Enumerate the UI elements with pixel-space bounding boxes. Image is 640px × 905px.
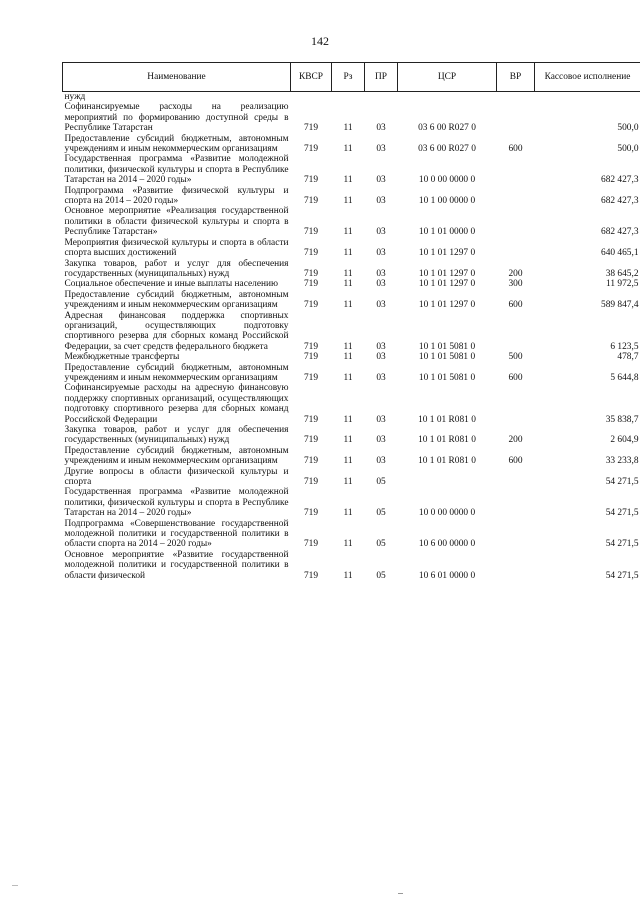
cell-pr: 03 <box>376 352 386 363</box>
table-row <box>63 134 640 155</box>
table-row <box>63 186 640 207</box>
cell-vr: 300 <box>508 279 523 290</box>
cell-name: Мероприятия физической культуры и спорта в области спорта высших достижений <box>64 237 289 259</box>
table-row <box>63 383 640 425</box>
cell-kvsr: 719 <box>303 268 319 279</box>
cell-amount: 5 644,8 <box>610 372 639 383</box>
cell-csr: 10 1 01 R081 0 <box>418 456 476 467</box>
cell-csr: 03 6 00 R027 0 <box>418 144 476 155</box>
cell-vr <box>497 487 535 518</box>
cell-rz: 11 <box>343 539 353 550</box>
cell-rz: 11 <box>343 456 353 467</box>
cell-kvsr: 719 <box>303 477 319 488</box>
cell-csr: 10 1 01 1297 0 <box>418 268 476 279</box>
cell-rz: 11 <box>343 414 353 425</box>
cell-amount: 35 838,7 <box>605 414 639 425</box>
table-row <box>63 259 640 280</box>
cell-vr: 200 <box>508 268 523 279</box>
table-row <box>63 311 640 353</box>
header-amount: Кассовое исполнение <box>535 63 640 92</box>
cell-csr <box>398 92 497 103</box>
cell-vr <box>497 186 535 207</box>
cell-csr <box>398 467 497 488</box>
cell-csr: 10 1 01 0000 0 <box>418 227 476 238</box>
cell-kvsr: 719 <box>303 196 319 207</box>
cell-csr: 03 6 00 R027 0 <box>418 123 476 134</box>
table-row <box>63 487 640 518</box>
cell-kvsr: 719 <box>303 144 319 155</box>
cell-name: Софинансируемые расходы на адресную финансовую поддержку спортивных организаций, осуществляющих подготовку спортивного резерва для сборных команд Российской Федерации <box>64 383 289 425</box>
margin-mark <box>12 885 18 886</box>
cell-rz: 11 <box>343 196 353 207</box>
table-body <box>63 92 640 582</box>
table-row <box>63 550 640 581</box>
cell-rz: 11 <box>343 248 353 259</box>
cell-rz: 11 <box>343 352 353 363</box>
cell-name: Предоставление субсидий бюджетным, автономным учреждениям и иным некоммерческим организациям <box>64 289 289 311</box>
cell-amount: 11 972,5 <box>606 279 639 290</box>
cell-csr: 10 0 00 0000 0 <box>418 508 476 519</box>
cell-name: Другие вопросы в области физической культуры и спорта <box>64 466 289 488</box>
cell-vr: 600 <box>508 372 523 383</box>
header-pr: ПР <box>365 63 398 92</box>
cell-kvsr: 719 <box>303 279 319 290</box>
cell-amount: 589 847,4 <box>601 300 639 311</box>
cell-amount: 54 271,5 <box>605 539 639 550</box>
table-row <box>63 467 640 488</box>
cell-pr: 03 <box>376 279 386 290</box>
cell-name: Подпрограмма «Совершенствование государственной молодежной политики и государственной политики в области спорта на 2014 – 2020 годы» <box>64 518 289 550</box>
cell-vr <box>497 519 535 550</box>
cell-csr: 10 6 00 0000 0 <box>418 539 476 550</box>
cell-kvsr: 719 <box>303 414 319 425</box>
cell-rz: 11 <box>343 477 353 488</box>
cell-vr <box>497 383 535 425</box>
cell-kvsr: 719 <box>303 227 319 238</box>
cell-amount: 33 233,8 <box>605 456 639 467</box>
cell-name: Закупка товаров, работ и услуг для обеспечения государственных (муниципальных) нужд <box>64 258 289 279</box>
cell-csr: 10 1 01 1297 0 <box>418 300 476 311</box>
cell-kvsr: 719 <box>303 435 319 446</box>
cell-amount <box>535 92 640 103</box>
cell-amount: 54 271,5 <box>605 477 639 488</box>
cell-csr: 10 1 01 1297 0 <box>418 279 476 290</box>
cell-vr <box>497 102 535 133</box>
cell-name: Государственная программа «Развитие молодежной политики, физической культуры и спорта в Республике Татарстан на 2014 – 2020 годы» <box>64 487 289 519</box>
table-row <box>63 206 640 237</box>
cell-kvsr: 719 <box>303 175 319 186</box>
cell-name: Предоставление субсидий бюджетным, автономным учреждениям и иным некоммерческим организациям <box>64 133 289 155</box>
cell-vr <box>497 311 535 353</box>
table-header-row <box>63 63 640 92</box>
cell-pr: 05 <box>376 508 386 519</box>
cell-pr: 05 <box>376 539 386 550</box>
table-row <box>63 238 640 259</box>
cell-kvsr: 719 <box>303 508 319 519</box>
cell-vr: 600 <box>508 144 523 155</box>
cell-pr: 03 <box>376 341 386 352</box>
cell-vr: 600 <box>508 300 523 311</box>
cell-pr: 03 <box>376 435 386 446</box>
cell-amount: 478,7 <box>617 352 639 363</box>
table-row <box>63 363 640 384</box>
cell-amount: 500,0 <box>617 123 639 134</box>
cell-vr <box>497 92 535 103</box>
cell-name: Подпрограмма «Развитие физической культуры и спорта на 2014 – 2020 годы» <box>64 185 289 207</box>
cell-rz: 11 <box>343 372 353 383</box>
cell-kvsr: 719 <box>303 248 319 259</box>
table-row <box>63 519 640 550</box>
table-row <box>63 425 640 446</box>
page-number: 142 <box>311 34 329 48</box>
cell-amount: 500,0 <box>617 144 639 155</box>
table-row <box>63 279 640 289</box>
cell-amount: 682 427,3 <box>601 175 639 186</box>
cell-name: Основное мероприятие «Реализация государственной политики в области физической культуры и спорта в Республике Татарстан» <box>64 206 289 238</box>
cell-kvsr: 719 <box>303 352 319 363</box>
cell-amount: 640 465,1 <box>601 248 639 259</box>
header-rz: Рз <box>332 63 365 92</box>
footer-mark <box>398 893 403 894</box>
cell-vr <box>497 238 535 259</box>
cell-name: Предоставление субсидий бюджетным, автономным учреждениям и иным некоммерческим организациям <box>64 445 289 467</box>
cell-amount: 54 271,5 <box>605 508 639 519</box>
cell-amount: 682 427,3 <box>601 227 639 238</box>
cell-pr: 05 <box>376 570 386 581</box>
cell-name: Межбюджетные трансферты <box>64 352 180 363</box>
cell-name: Закупка товаров, работ и услуг для обеспечения государственных (муниципальных) нужд <box>64 425 289 446</box>
cell-amount: 6 123,5 <box>610 341 639 352</box>
cell-pr: 03 <box>376 268 386 279</box>
table-row <box>63 154 640 185</box>
cell-rz: 11 <box>343 279 353 290</box>
cell-amount: 54 271,5 <box>605 570 639 581</box>
table-row <box>63 92 640 103</box>
cell-name: Адресная финансовая поддержка спортивных организаций, осуществляющих подготовку спортивного резерва для сборных команд Российской Федерации, за счет средств федерального бюджета <box>64 310 289 352</box>
cell-rz: 11 <box>343 268 353 279</box>
cell-pr: 05 <box>376 477 386 488</box>
cell-pr: 03 <box>376 123 386 134</box>
cell-vr: 500 <box>508 352 523 363</box>
cell-amount: 682 427,3 <box>601 196 639 207</box>
cell-csr: 10 1 01 5081 0 <box>418 352 476 363</box>
table-row <box>63 446 640 467</box>
cell-kvsr: 719 <box>303 300 319 311</box>
cell-pr: 03 <box>376 248 386 259</box>
cell-rz: 11 <box>343 175 353 186</box>
header-name: Наименование <box>63 63 291 92</box>
budget-table <box>62 62 640 581</box>
cell-csr: 10 0 00 0000 0 <box>418 175 476 186</box>
cell-pr: 03 <box>376 300 386 311</box>
cell-name: Предоставление субсидий бюджетным, автономным учреждениям и иным некоммерческим организациям <box>64 362 289 383</box>
cell-pr: 03 <box>376 372 386 383</box>
cell-pr <box>365 92 398 103</box>
cell-pr: 03 <box>376 196 386 207</box>
cell-pr: 03 <box>376 456 386 467</box>
cell-vr <box>497 206 535 237</box>
cell-csr: 10 1 01 5081 0 <box>418 341 476 352</box>
cell-pr: 03 <box>376 175 386 186</box>
cell-name: нужд <box>64 92 86 102</box>
cell-csr: 10 1 01 R081 0 <box>418 435 476 446</box>
header-vr: ВР <box>497 63 535 92</box>
cell-rz: 11 <box>343 508 353 519</box>
cell-rz: 11 <box>343 341 353 352</box>
cell-csr: 10 6 01 0000 0 <box>418 570 476 581</box>
cell-vr <box>497 550 535 581</box>
cell-csr: 10 1 01 1297 0 <box>418 248 476 259</box>
cell-rz: 11 <box>343 435 353 446</box>
cell-kvsr <box>291 92 332 103</box>
cell-rz: 11 <box>343 227 353 238</box>
cell-csr: 10 1 00 0000 0 <box>418 196 476 207</box>
cell-name: Софинансируемые расходы на реализацию мероприятий по формированию доступной среды в Республике Татарстан <box>64 102 289 134</box>
cell-kvsr: 719 <box>303 570 319 581</box>
header-kvsr: КВСР <box>291 63 332 92</box>
cell-rz: 11 <box>343 144 353 155</box>
cell-csr: 10 1 01 5081 0 <box>418 372 476 383</box>
cell-rz <box>332 92 365 103</box>
cell-vr <box>497 467 535 488</box>
cell-vr <box>497 154 535 185</box>
cell-kvsr: 719 <box>303 123 319 134</box>
cell-name: Социальное обеспечение и иные выплаты населению <box>64 279 279 290</box>
cell-name: Основное мероприятие «Развитие государственной молодежной политики и государственной политики в области физической <box>64 549 289 581</box>
cell-name: Государственная программа «Развитие молодежной политики, физической культуры и спорта в Республике Татарстан на 2014 – 2020 годы» <box>64 154 289 186</box>
cell-vr: 200 <box>508 435 523 446</box>
table-row <box>63 352 640 362</box>
table-row <box>63 102 640 133</box>
cell-csr: 10 1 01 R081 0 <box>418 414 476 425</box>
cell-kvsr: 719 <box>303 456 319 467</box>
cell-pr: 03 <box>376 227 386 238</box>
cell-amount: 38 645,2 <box>605 268 639 279</box>
cell-pr: 03 <box>376 144 386 155</box>
cell-rz: 11 <box>343 300 353 311</box>
cell-rz: 11 <box>343 570 353 581</box>
header-csr: ЦСР <box>398 63 497 92</box>
table-row <box>63 290 640 311</box>
cell-vr: 600 <box>508 456 523 467</box>
cell-amount: 2 604,9 <box>610 435 639 446</box>
cell-kvsr: 719 <box>303 372 319 383</box>
cell-rz: 11 <box>343 123 353 134</box>
cell-pr: 03 <box>376 414 386 425</box>
cell-kvsr: 719 <box>303 341 319 352</box>
cell-kvsr: 719 <box>303 539 319 550</box>
